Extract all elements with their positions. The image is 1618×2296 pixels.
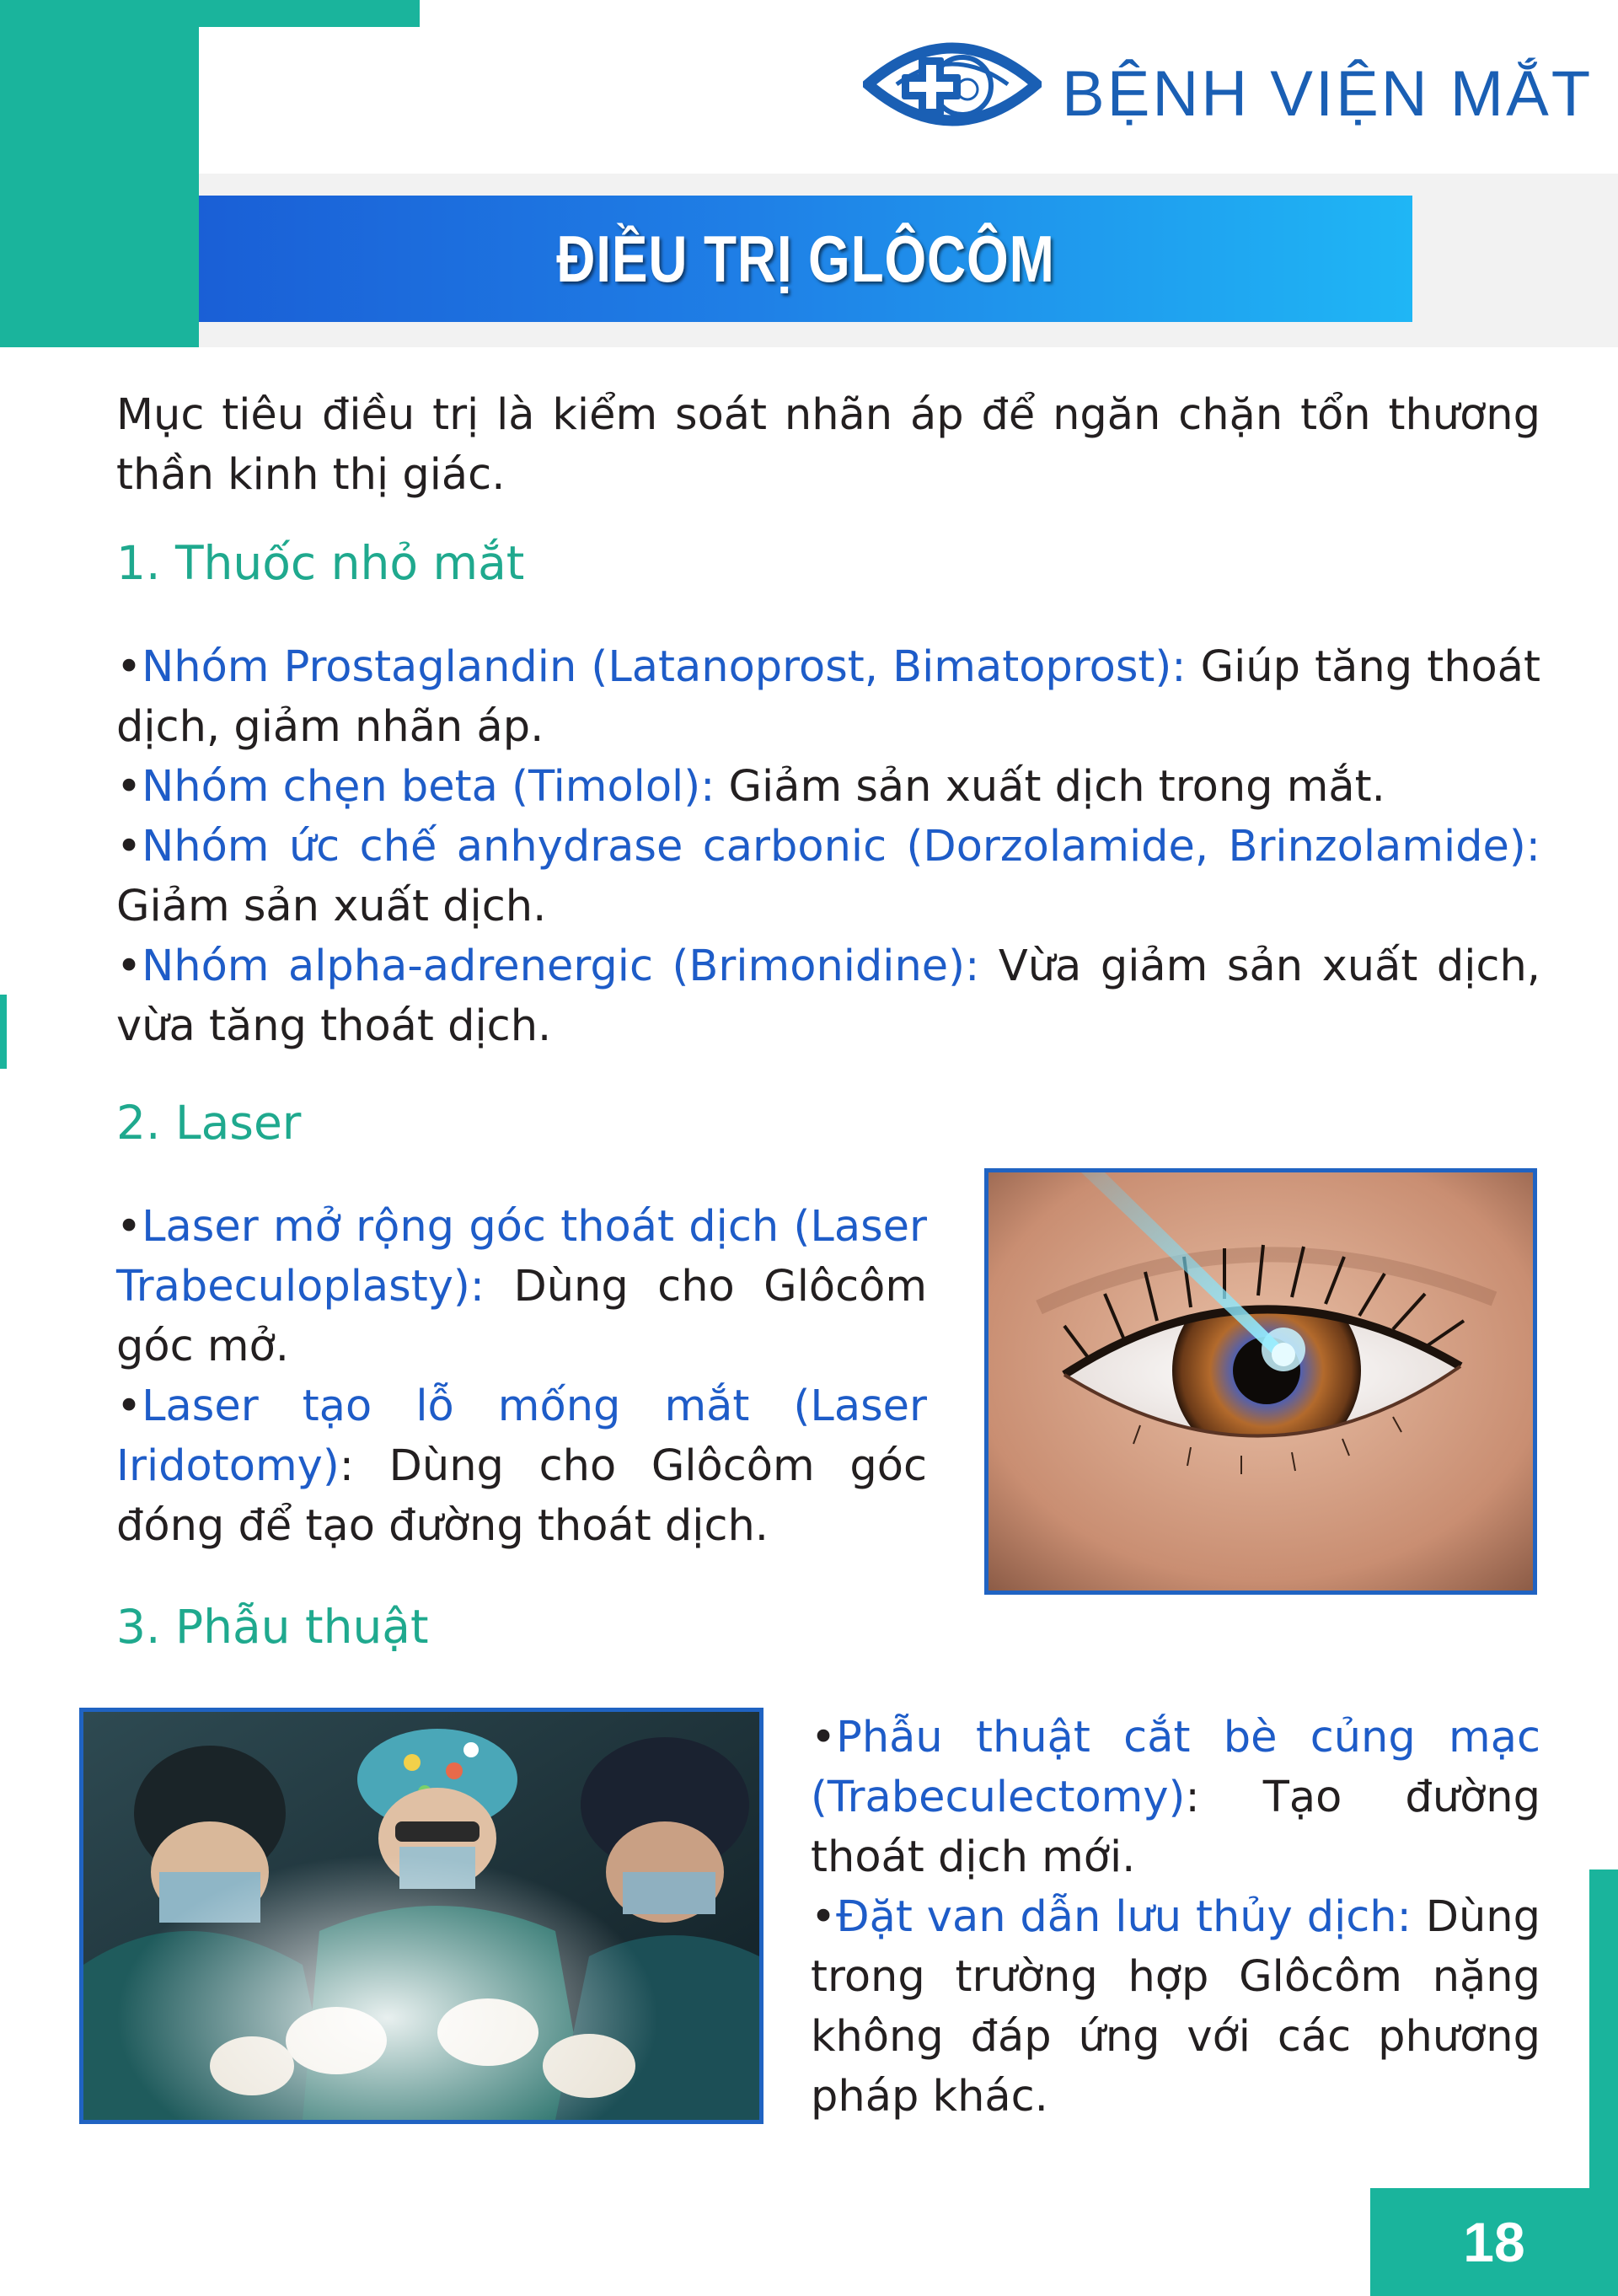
- item-desc: Dùng trong trường hợp Glôcôm nặng không đáp ứng với các phương pháp khác.: [811, 1892, 1540, 2122]
- surgery-photo: [79, 1708, 763, 2124]
- item-desc: Giảm sản xuất dịch.: [116, 882, 547, 931]
- intro-paragraph: Mục tiêu điều trị là kiểm soát nhãn áp để ngăn chặn tổn thương thần kinh thị giác.: [116, 390, 1540, 500]
- heading-eye-drops: 1. Thuốc nhỏ mắt: [116, 536, 525, 590]
- heading-laser: 2. Laser: [116, 1096, 302, 1150]
- list-item: •Nhóm Prostaglandin (Latanoprost, Bimatoprost): Giúp tăng thoát dịch, giảm nhãn áp.: [116, 642, 1540, 752]
- item-term: Laser mở rộng góc thoát dịch (Laser Trabeculoplasty):: [116, 1202, 927, 1312]
- item-term: Đặt van dẫn lưu thủy dịch:: [836, 1892, 1412, 1942]
- item-term: Nhóm Prostaglandin (Latanoprost, Bimatoprost):: [142, 642, 1187, 692]
- list-item: •Phẫu thuật cắt bè củng mạc (Trabeculectomy): Tạo đường thoát dịch mới.: [811, 1713, 1540, 1882]
- list-item: •Laser mở rộng góc thoát dịch (Laser Trabeculoplasty): Dùng cho Glôcôm góc mở.: [116, 1202, 927, 1371]
- item-term: Laser tạo lỗ mống mắt (Laser Iridotomy): [116, 1381, 927, 1491]
- brand-name: BỆNH VIỆN MẮT: [1062, 58, 1594, 130]
- list-item: •Nhóm alpha-adrenergic (Brimonidine): Vừa giảm sản xuất dịch, vừa tăng thoát dịch.: [116, 941, 1540, 1051]
- teal-corner-block: [0, 0, 199, 347]
- item-desc: : Tạo đường thoát dịch mới.: [811, 1773, 1540, 1882]
- eye-cross-logo-icon: [863, 32, 1042, 137]
- item-desc: Dùng cho Glôcôm góc mở.: [116, 1262, 927, 1371]
- heading-surgery: 3. Phẫu thuật: [116, 1600, 429, 1654]
- page-number: 18: [1463, 2211, 1525, 2273]
- surgery-list: [811, 1708, 1540, 2127]
- item-term: Phẫu thuật cắt bè củng mạc (Trabeculectomy): [811, 1713, 1540, 1822]
- eye-drops-list: [116, 637, 1540, 1056]
- item-desc: : Dùng cho Glôcôm góc đóng để tạo đường thoát dịch.: [116, 1441, 927, 1551]
- teal-top-bar: [199, 0, 420, 27]
- item-desc: Giảm sản xuất dịch trong mắt.: [715, 762, 1385, 812]
- list-item: •Đặt van dẫn lưu thủy dịch: Dùng trong trường hợp Glôcôm nặng không đáp ứng với các phương pháp khác.: [811, 1892, 1540, 2122]
- laser-eye-image: [984, 1168, 1537, 1595]
- item-desc: Vừa giảm sản xuất dịch, vừa tăng thoát dịch.: [116, 941, 1540, 1051]
- item-desc: Giúp tăng thoát dịch, giảm nhãn áp.: [116, 642, 1540, 752]
- page-title: ĐIỀU TRỊ GLÔCÔM: [556, 221, 1055, 296]
- item-term: Nhóm ức chế anhydrase carbonic (Dorzolamide, Brinzolamide):: [142, 822, 1540, 872]
- list-item: •Nhóm ức chế anhydrase carbonic (Dorzolamide, Brinzolamide): Giảm sản xuất dịch.: [116, 822, 1540, 931]
- item-term: Nhóm alpha-adrenergic (Brimonidine):: [142, 941, 980, 991]
- list-item: •Nhóm chẹn beta (Timolol): Giảm sản xuất dịch trong mắt.: [116, 762, 1385, 812]
- laser-list: [116, 1197, 927, 1556]
- left-edge-marker: [0, 995, 7, 1069]
- item-term: Nhóm chẹn beta (Timolol):: [142, 762, 715, 812]
- list-item: •Laser tạo lỗ mống mắt (Laser Iridotomy): Dùng cho Glôcôm góc đóng để tạo đường thoát dịch.: [116, 1381, 927, 1551]
